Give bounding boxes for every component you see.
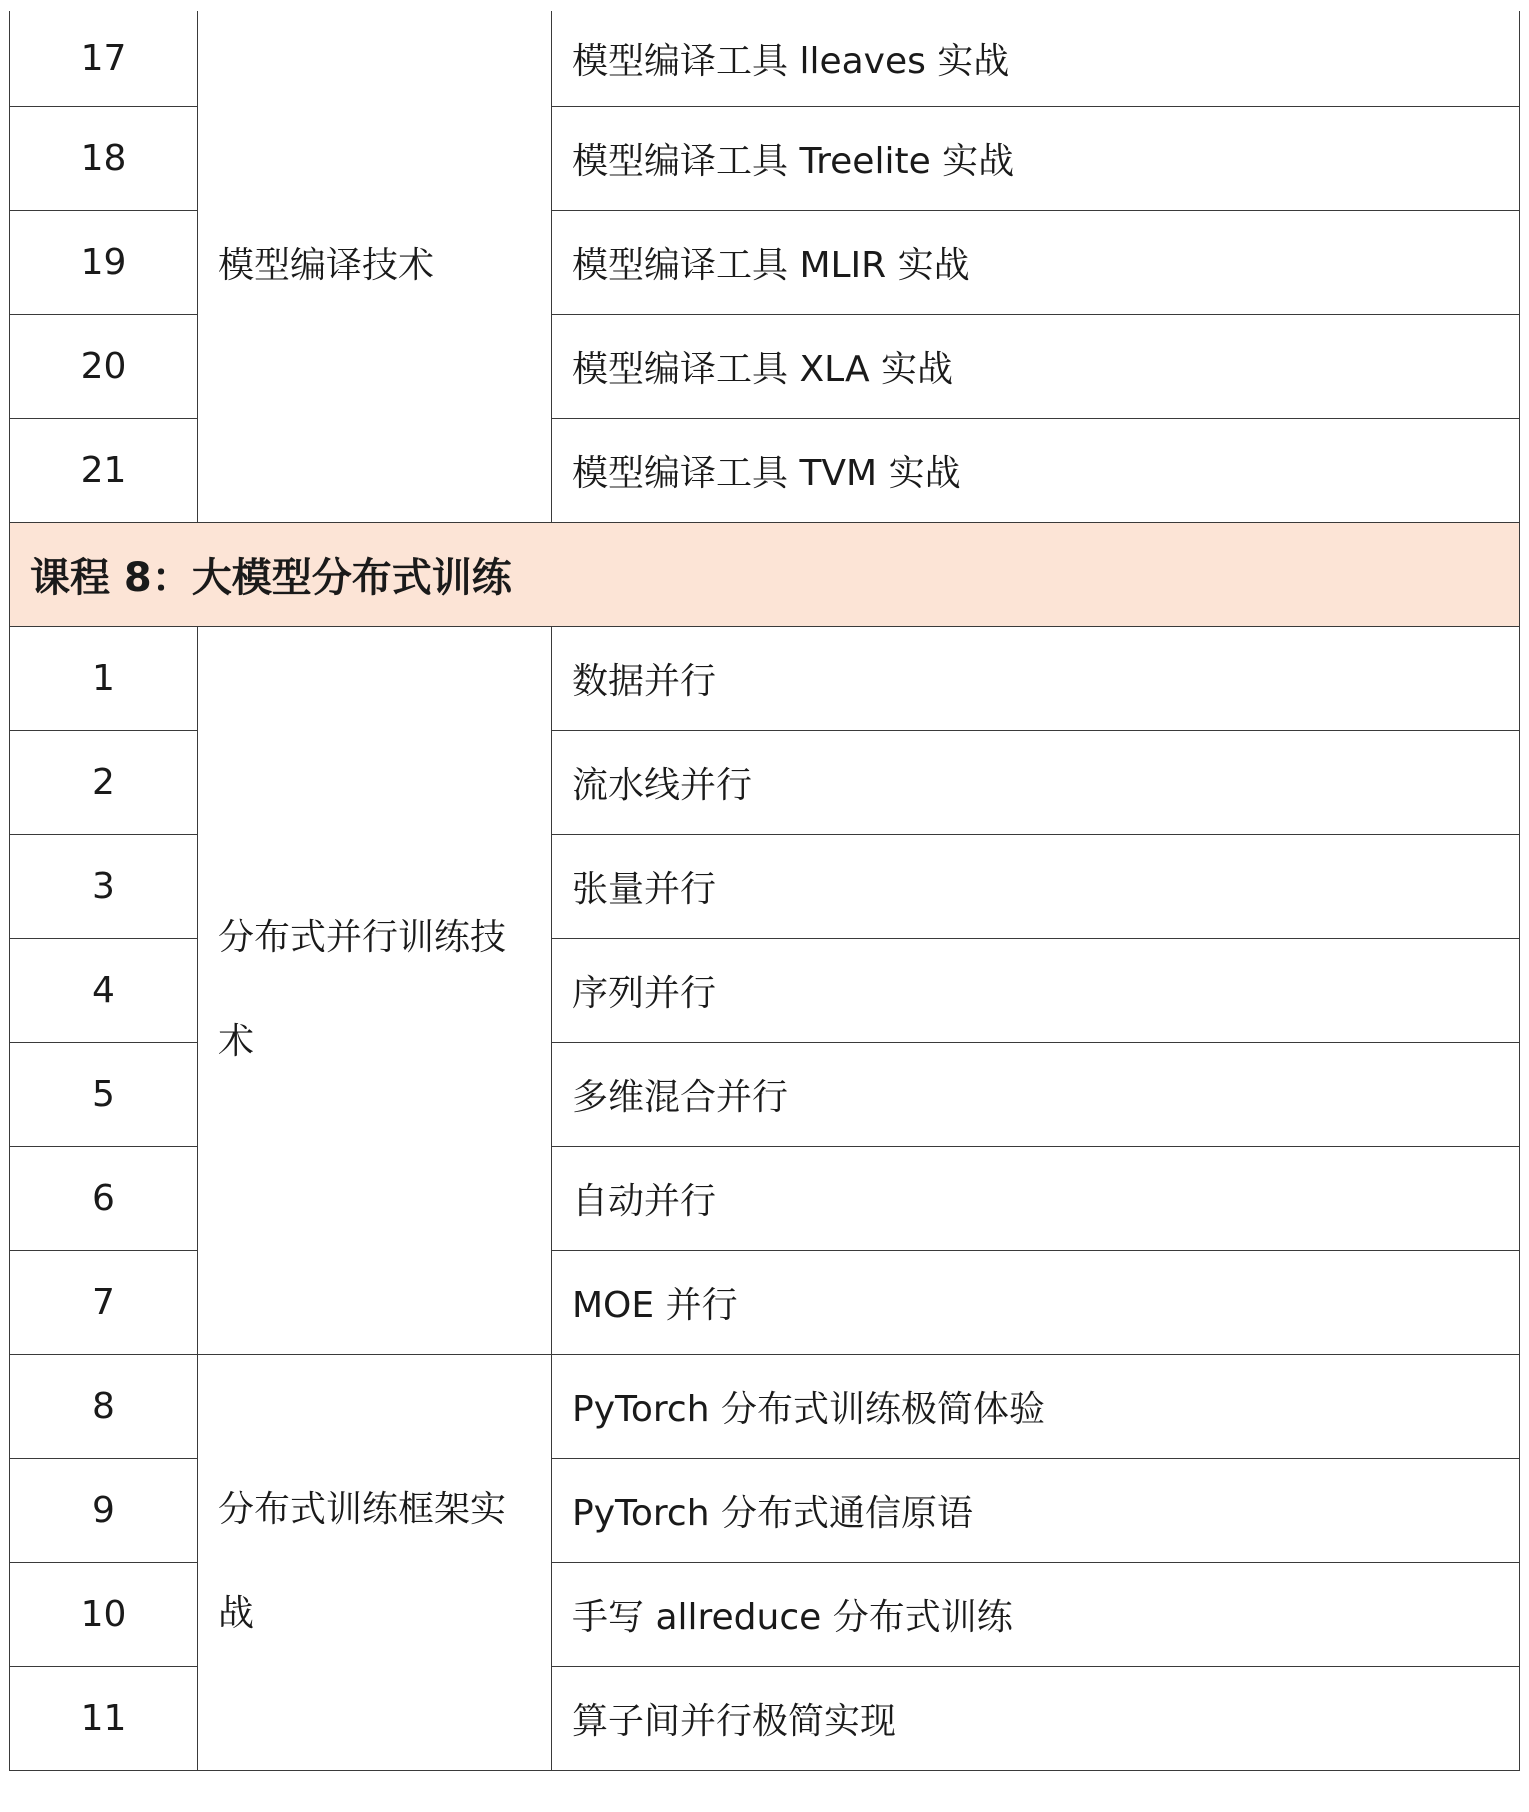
topic: 模型编译工具 MLIR 实战 xyxy=(552,210,1520,314)
topic: 张量并行 xyxy=(552,834,1520,938)
topic: 模型编译工具 TVM 实战 xyxy=(552,418,1520,522)
module-name: 模型编译技术 xyxy=(198,11,552,522)
topic: 多维混合并行 xyxy=(552,1042,1520,1146)
table-row xyxy=(10,11,1520,106)
topic: 序列并行 xyxy=(552,938,1520,1042)
curriculum-table xyxy=(9,11,1520,1771)
row-number: 18 xyxy=(10,106,198,210)
row-number: 4 xyxy=(10,938,198,1042)
row-number: 2 xyxy=(10,730,198,834)
row-number: 1 xyxy=(10,626,198,730)
topic: 数据并行 xyxy=(552,626,1520,730)
table-row xyxy=(10,1354,1520,1458)
topic: 自动并行 xyxy=(552,1146,1520,1250)
row-number: 6 xyxy=(10,1146,198,1250)
topic: MOE 并行 xyxy=(552,1250,1520,1354)
row-number: 10 xyxy=(10,1562,198,1666)
topic: 模型编译工具 Treelite 实战 xyxy=(552,106,1520,210)
section-header-row xyxy=(10,522,1520,626)
section-title: 课程 8：大模型分布式训练 xyxy=(10,522,1520,626)
topic: 算子间并行极简实现 xyxy=(552,1666,1520,1770)
row-number: 20 xyxy=(10,314,198,418)
table-row xyxy=(10,626,1520,730)
row-number: 11 xyxy=(10,1666,198,1770)
row-number: 21 xyxy=(10,418,198,522)
row-number: 3 xyxy=(10,834,198,938)
topic: PyTorch 分布式通信原语 xyxy=(552,1458,1520,1562)
row-number: 9 xyxy=(10,1458,198,1562)
topic: 模型编译工具 XLA 实战 xyxy=(552,314,1520,418)
row-number: 5 xyxy=(10,1042,198,1146)
row-number: 8 xyxy=(10,1354,198,1458)
row-number: 19 xyxy=(10,210,198,314)
module-name: 分布式并行训练技术 xyxy=(198,626,552,1354)
topic: 手写 allreduce 分布式训练 xyxy=(552,1562,1520,1666)
row-number: 17 xyxy=(10,11,198,106)
row-number: 7 xyxy=(10,1250,198,1354)
topic: PyTorch 分布式训练极简体验 xyxy=(552,1354,1520,1458)
topic: 模型编译工具 lleaves 实战 xyxy=(552,11,1520,106)
module-name: 分布式训练框架实战 xyxy=(198,1354,552,1770)
topic: 流水线并行 xyxy=(552,730,1520,834)
